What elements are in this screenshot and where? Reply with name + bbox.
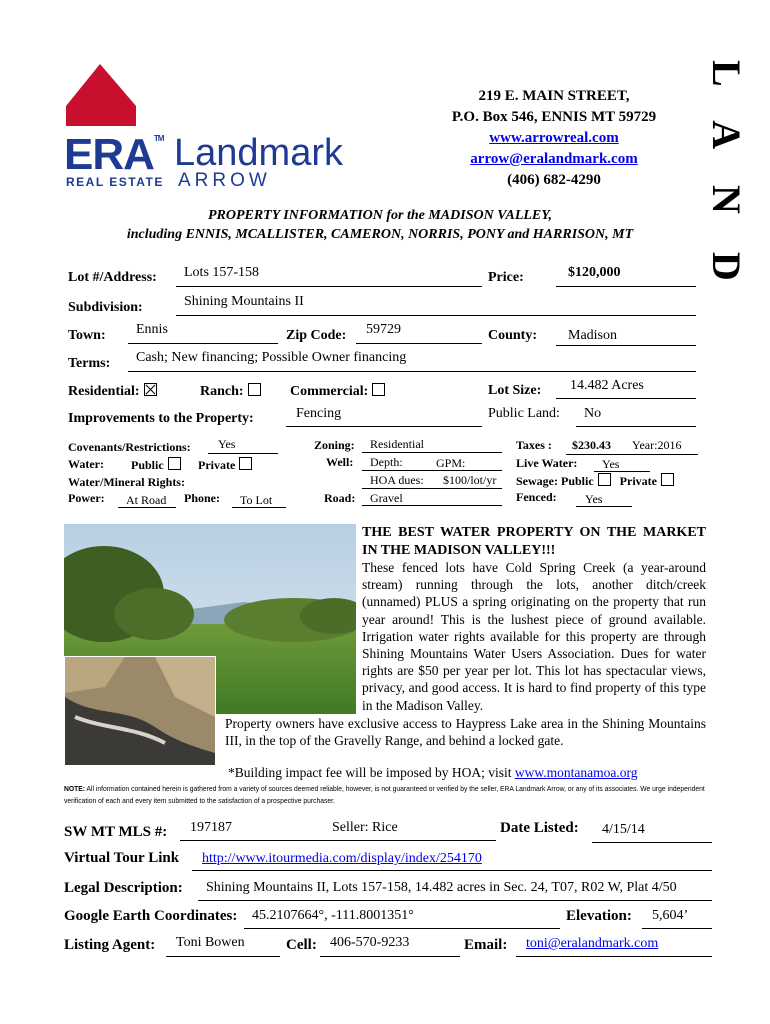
- listing-agent-value: Toni Bowen: [176, 935, 245, 950]
- improvements-value: Fencing: [296, 406, 342, 421]
- covenants-label: Covenants/Restrictions:: [68, 440, 191, 454]
- phone-label: Phone:: [184, 491, 220, 505]
- zoning-value: Residential: [370, 437, 424, 451]
- elevation-label: Elevation:: [566, 908, 632, 924]
- well-label: Well:: [326, 455, 354, 469]
- landmark-wordmark: Landmark: [174, 132, 343, 174]
- lot-size-value: 14.482 Acres: [570, 378, 644, 393]
- live-water-value: Yes: [602, 457, 620, 471]
- legal-description-value: Shining Mountains II, Lots 157-158, 14.482 acres in Sec. 24, T07, R02 W, Plat 4/50: [206, 880, 677, 895]
- hoa-website-link[interactable]: www.montanamoa.org: [514, 765, 638, 780]
- lot-label: Lot #/Address:: [68, 270, 157, 285]
- office-contact: [420, 86, 688, 191]
- residential-checkbox-row: Residential:: [68, 383, 157, 400]
- listing-agent-label: Listing Agent:: [64, 937, 156, 953]
- depth-label: Depth:: [370, 455, 403, 469]
- county-value: Madison: [568, 328, 617, 343]
- cell-label: Cell:: [286, 937, 317, 953]
- phone-value: To Lot: [240, 493, 273, 507]
- road-label: Road:: [324, 491, 356, 505]
- residential-checkbox[interactable]: [144, 383, 157, 396]
- price-label: Price:: [488, 270, 524, 285]
- water-private-checkbox[interactable]: [239, 457, 252, 470]
- public-land-value: No: [584, 406, 602, 421]
- land-side-label: L A N D: [704, 60, 749, 295]
- page-heading: PROPERTY INFORMATION for the MADISON VALLEY, including ENNIS, MCALLISTER, CAMERON, NORRIS, PONY and HARRISON, MT: [126, 208, 634, 242]
- taxes-label: Taxes :: [516, 438, 552, 452]
- ranch-checkbox[interactable]: [248, 383, 261, 396]
- agent-email-link[interactable]: toni@eralandmark.com: [526, 936, 659, 951]
- office-street: 219 E. MAIN STREET,: [478, 88, 630, 104]
- taxes-year: Year:2016: [632, 438, 682, 452]
- cell-value: 406-570-9233: [330, 935, 410, 950]
- improvements-label: Improvements to the Property:: [68, 411, 254, 426]
- price-value: $120,000: [568, 265, 621, 280]
- sewage-public-checkbox[interactable]: [598, 473, 611, 486]
- description-headline: THE BEST WATER PROPERTY ON THE MARKET IN THE MADISON VALLEY!!!: [362, 525, 706, 558]
- live-water-label: Live Water:: [516, 456, 578, 470]
- terms-value: Cash; New financing; Possible Owner financing: [136, 350, 407, 365]
- mls-value: 197187: [190, 820, 232, 835]
- description-access: Property owners have exclusive access to Haypress Lake area in the Shining Mountains III, in the top of the Gravelly Range, and behind a locked gate.: [225, 716, 706, 749]
- taxes-value: $230.43: [572, 438, 611, 452]
- water-rights-label: Water/Mineral Rights:: [68, 475, 185, 489]
- road-value: Gravel: [370, 491, 403, 505]
- date-listed-label: Date Listed:: [500, 820, 579, 836]
- property-photo-creek: [64, 656, 216, 766]
- fenced-label: Fenced:: [516, 490, 557, 504]
- mls-label: SW MT MLS #:: [64, 824, 168, 840]
- office-phone: (406) 682-4290: [507, 172, 601, 188]
- subdivision-label: Subdivision:: [68, 300, 143, 315]
- town-label: Town:: [68, 328, 106, 343]
- coordinates-value: 45.2107664°, -111.8001351°: [252, 908, 414, 923]
- gpm-label: GPM:: [436, 456, 466, 470]
- commercial-checkbox-row: Commercial:: [290, 383, 385, 400]
- description-body: These fenced lots have Cold Spring Creek (a year-around stream) running through the lots, another ditch/creek (unnamed) PLUS a spring originating on the property that run year around! This is the lushest piece of ground available. Irrigation water rights available for this property are through Shining Mountains Water Users Association. Dues for water rights are $50 per year per lot. This lot has spectacular views, privacy, and good access. It is hard to find property of this type in the Madison Valley.: [362, 560, 706, 713]
- sewage-private-checkbox[interactable]: [661, 473, 674, 486]
- water-row: Water:: [68, 457, 104, 471]
- coordinates-label: Google Earth Coordinates:: [64, 908, 238, 924]
- zip-label: Zip Code:: [286, 328, 347, 343]
- virtual-tour-label: Virtual Tour Link: [64, 850, 180, 866]
- county-label: County:: [488, 328, 538, 343]
- zoning-label: Zoning:: [314, 438, 355, 452]
- office-website-link[interactable]: www.arrowreal.com: [489, 130, 619, 146]
- public-land-label: Public Land:: [488, 406, 560, 421]
- lot-value: Lots 157-158: [184, 265, 260, 280]
- lot-size-label: Lot Size:: [488, 383, 542, 398]
- era-wordmark: ERA: [64, 130, 154, 179]
- real-estate-label: REAL ESTATE: [66, 175, 164, 189]
- commercial-checkbox[interactable]: [372, 383, 385, 396]
- hoa-value: $100/lot/yr: [443, 473, 497, 487]
- office-email-link[interactable]: arrow@eralandmark.com: [470, 151, 638, 167]
- power-value: At Road: [126, 493, 167, 507]
- era-logo: ERA™ Landmark REAL ESTATE ARROW: [62, 62, 392, 194]
- seller-value: Seller: Rice: [332, 820, 398, 835]
- sewage-label: Sewage:: [516, 474, 558, 488]
- hoa-label: HOA dues:: [370, 473, 424, 487]
- subdivision-value: Shining Mountains II: [184, 294, 304, 309]
- fenced-value: Yes: [585, 492, 603, 506]
- hoa-note: *Building impact fee will be imposed by HOA; visit www.montanamoa.org: [228, 765, 638, 780]
- covenants-value: Yes: [218, 437, 236, 451]
- arrow-wordmark: ARROW: [178, 170, 271, 191]
- email-label: Email:: [464, 937, 508, 953]
- power-label: Power:: [68, 491, 105, 505]
- disclaimer-note: NOTE: All information contained herein is gathered from a variety of sources deemed reliable, however, is not guaranteed or verified by the seller, ERA Landmark Arrow, or any of its associates. We urge independent verification of each and every item submitted to the satisfaction of a prospective purchaser.: [64, 784, 705, 805]
- legal-description-label: Legal Description:: [64, 880, 183, 896]
- elevation-value: 5,604’: [652, 908, 689, 923]
- water-public-checkbox[interactable]: [168, 457, 181, 470]
- date-listed-value: 4/15/14: [602, 822, 645, 837]
- ranch-checkbox-row: Ranch:: [200, 383, 261, 400]
- town-value: Ennis: [136, 322, 168, 337]
- virtual-tour-link[interactable]: http://www.itourmedia.com/display/index/254170: [202, 851, 482, 866]
- zip-value: 59729: [366, 322, 401, 337]
- office-po-box: P.O. Box 546, ENNIS MT 59729: [451, 109, 657, 125]
- terms-label: Terms:: [68, 356, 111, 371]
